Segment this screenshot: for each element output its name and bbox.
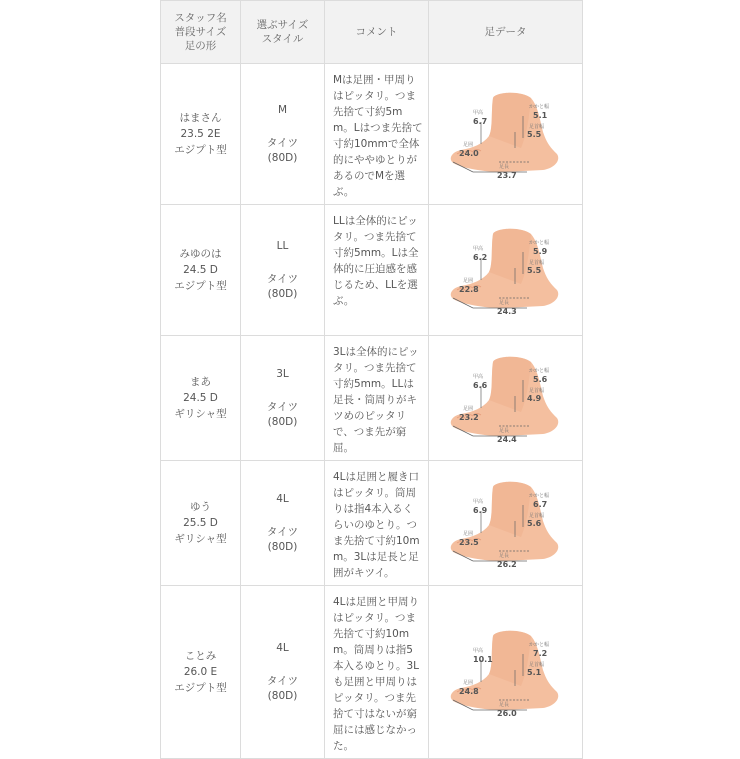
style-denier: (80D) [267,689,298,702]
comment-cell: LLは全体的にピッタリ。つま先捨て寸約5mm。Lは全体的に圧迫感を感じるため、LLを選ぶ。 [325,205,429,336]
style-denier: (80D) [267,415,298,428]
label-length: 足長 [498,164,509,170]
style-name: タイツ [266,136,299,149]
comment-cell: 4Lは足囲と履き口はピッタリ。筒周りは指4本入るくらいのゆとり。つま先捨て寸約10mm。3Lは足長と足囲がキツイ。 [325,461,429,586]
label-instep: 甲高 [472,648,483,654]
label-instep: 甲高 [472,246,483,252]
label-ankle: かかと幅 [528,240,549,246]
value-ankle: 5.6 [532,375,547,384]
label-instep: 甲高 [472,110,483,116]
header-size [241,1,325,64]
value-length: 24.4 [496,435,517,444]
value-instep: 6.9 [472,506,487,515]
value-heel: 5.6 [526,519,541,528]
staff-foot-shape: エジプト型 [174,682,227,694]
staff-row [161,336,583,461]
value-length: 26.2 [496,560,517,569]
header-size-line: スタイル [261,33,304,45]
header-size-line: 選ぶサイズ [256,19,309,31]
value-girth: 23.5 [458,538,479,547]
style-name: タイツ [266,674,299,687]
value-girth: 22.8 [458,285,479,294]
label-ankle: かかと幅 [528,104,549,110]
comment-cell: 4Lは足囲と甲周りはピッタリ。つま先捨て寸約10mm。筒周りは指5本入るゆとり。3Lも足囲と甲周りはピッタリ。つま先捨て寸はないが窮屈には感じなかった。 [325,586,429,759]
value-length: 24.3 [496,307,517,316]
staff-usual-size: 24.5 D [183,264,218,276]
label-instep: 甲高 [472,374,483,380]
label-girth: 足囲 [462,278,473,284]
foot-data-cell [429,336,583,461]
style-name: タイツ [266,525,299,538]
size-cell [241,586,325,759]
value-ankle: 7.2 [532,649,547,658]
chosen-size: M [277,103,288,116]
label-girth: 足囲 [462,531,473,537]
value-instep: 6.7 [472,117,487,126]
size-cell [241,336,325,461]
foot-data-cell [429,461,583,586]
value-ankle: 5.9 [532,247,547,256]
label-girth: 足囲 [462,142,473,148]
staff-cell [161,336,241,461]
header-foot-data: 足データ [429,1,583,64]
chosen-size: 4L [276,492,289,505]
label-girth: 足囲 [462,680,473,686]
staff-name: ゆう [190,501,211,513]
value-girth: 23.2 [458,413,479,422]
value-ankle: 5.1 [532,111,547,120]
staff-foot-shape: エジプト型 [174,144,227,156]
foot-diagram [443,224,569,316]
label-girth: 足囲 [462,406,473,412]
style-denier: (80D) [267,287,298,300]
staff-usual-size: 26.0 E [183,666,218,678]
value-ankle: 6.7 [532,500,547,509]
chosen-size: 4L [276,641,289,654]
staff-foot-shape: ギリシャ型 [174,533,227,545]
style-name: タイツ [266,400,299,413]
foot-data-cell [429,586,583,759]
label-heel: 足首幅 [528,124,544,130]
staff-cell [161,461,241,586]
value-heel: 5.5 [526,130,541,139]
header-staff-line: 普段サイズ [174,26,227,38]
chosen-size: 3L [276,367,289,380]
value-length: 26.0 [496,709,517,718]
header-comment: コメント [325,1,429,64]
staff-name: ことみ [184,650,217,662]
value-heel: 4.9 [526,394,541,403]
value-girth: 24.8 [458,687,479,696]
value-girth: 24.0 [458,149,479,158]
staff-name: はまさん [179,112,222,124]
label-heel: 足首幅 [528,388,544,394]
staff-row [161,461,583,586]
staff-cell [161,64,241,205]
staff-row [161,64,583,205]
staff-usual-size: 25.5 D [183,517,218,529]
label-heel: 足首幅 [528,662,544,668]
staff-usual-size: 24.5 D [183,392,218,404]
label-instep: 甲高 [472,499,483,505]
foot-data-cell [429,64,583,205]
value-instep: 6.2 [472,253,487,262]
label-ankle: かかと幅 [528,642,549,648]
label-length: 足長 [498,300,509,306]
style-denier: (80D) [267,540,298,553]
header-staff-line: スタッフ名 [174,12,227,24]
header-staff [161,1,241,64]
size-cell [241,461,325,586]
value-heel: 5.5 [526,266,541,275]
staff-foot-shape: エジプト型 [174,280,227,292]
value-instep: 10.1 [472,655,493,664]
comment-cell: Mは足囲・甲周りはピッタリ。つま先捨て寸約5mm。Lはつま先捨て寸約10mmで全体的にややゆとりがあるのでMを選ぶ。 [325,64,429,205]
value-instep: 6.6 [472,381,487,390]
label-heel: 足首幅 [528,513,544,519]
value-length: 23.7 [496,171,517,180]
chosen-size: LL [276,239,289,252]
fit-comparison-table [160,0,583,759]
label-length: 足長 [498,428,509,434]
value-heel: 5.1 [526,668,541,677]
label-length: 足長 [498,553,509,559]
comment-cell: 3Lは全体的にピッタリ。つま先捨て寸約5mm。LLは足長・筒周りがキツめのピッタリで、つま先が窮屈。 [325,336,429,461]
staff-usual-size: 23.5 2E [180,128,221,140]
staff-cell [161,205,241,336]
staff-cell [161,586,241,759]
label-heel: 足首幅 [528,260,544,266]
staff-name: まあ [190,376,211,388]
size-cell [241,64,325,205]
size-cell [241,205,325,336]
header-row [161,1,583,64]
label-ankle: かかと幅 [528,368,549,374]
foot-diagram [443,88,569,180]
foot-data-cell [429,205,583,336]
header-staff-line: 足の形 [184,40,217,52]
staff-row [161,586,583,759]
foot-diagram [443,626,569,718]
staff-foot-shape: ギリシャ型 [174,408,227,420]
style-name: タイツ [266,272,299,285]
style-denier: (80D) [267,151,298,164]
label-ankle: かかと幅 [528,493,549,499]
label-length: 足長 [498,702,509,708]
foot-diagram [443,477,569,569]
staff-row [161,205,583,336]
staff-name: みゆのは [179,248,222,260]
foot-diagram [443,352,569,444]
